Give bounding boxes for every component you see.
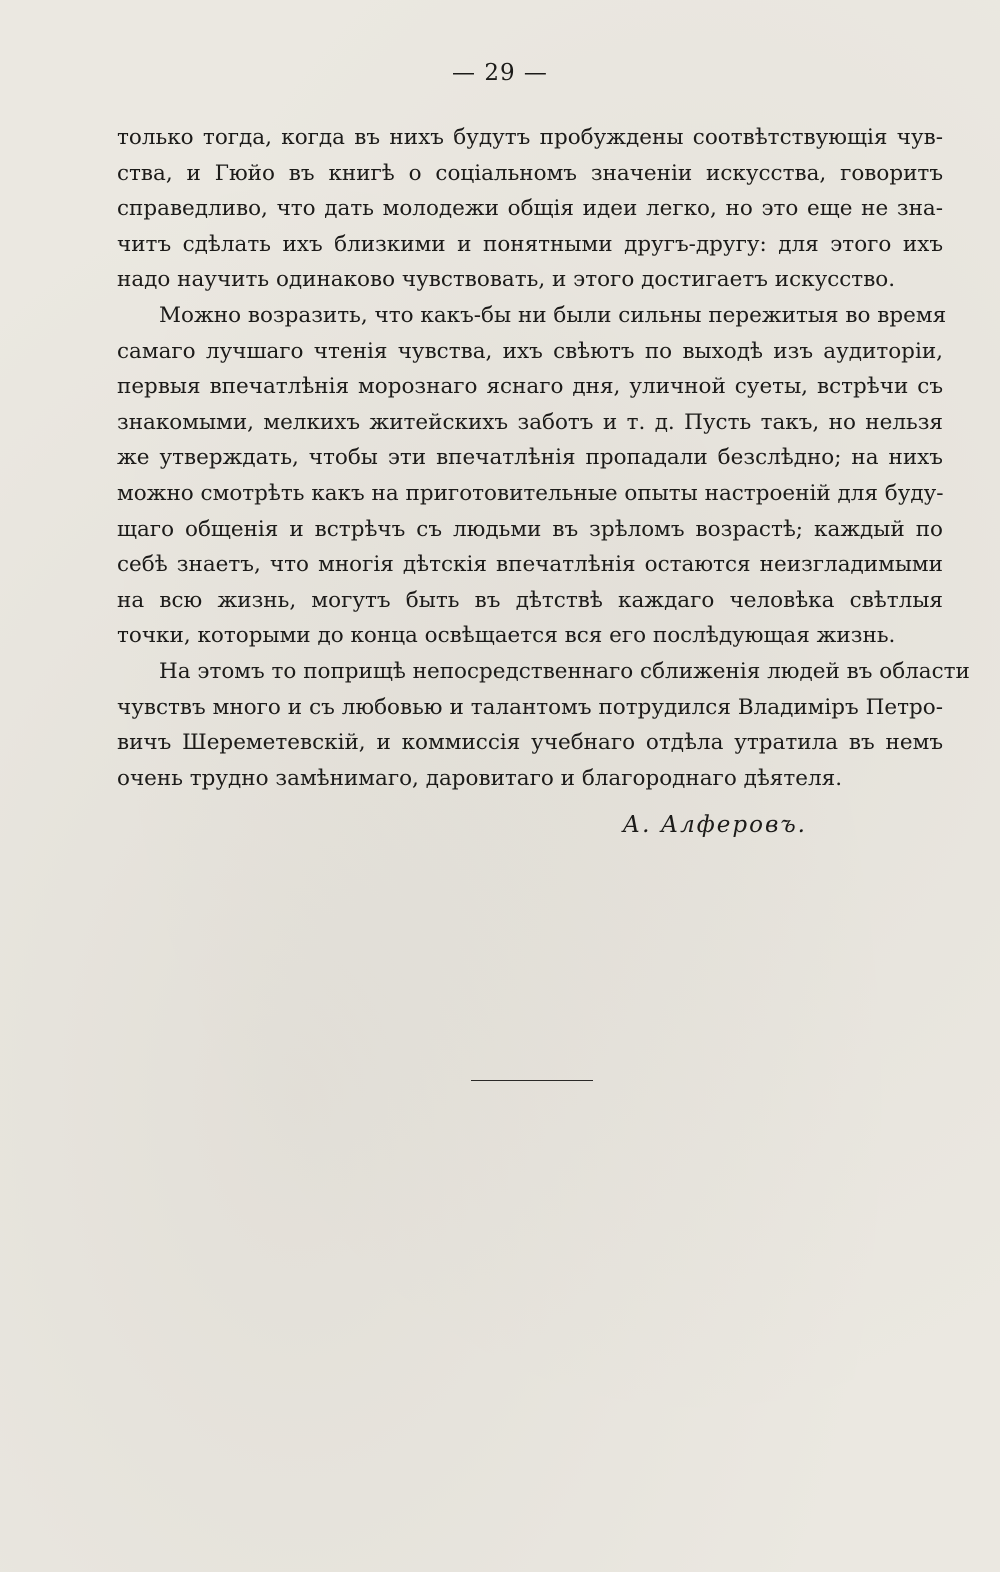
text-line: читъ сдѣлать ихъ близкими и понятными другъ-другу: для этого ихъ [117, 231, 943, 257]
text-line: вичъ Шереметевскій, и коммиссія учебнаго отдѣла утратила въ немъ [117, 730, 943, 756]
text-line: только тогда, когда въ нихъ будутъ пробуждены соотвѣтствующія чув- [117, 125, 943, 150]
paragraph-2 [117, 298, 947, 654]
text-line: надо научить одинаково чувствовать, и этого достигаетъ искусство. [117, 267, 896, 293]
text-line: На этомъ то поприщѣ непосредственнаго сближенія людей въ области [159, 658, 970, 684]
text-line: знакомыми, мелкихъ житейскихъ заботъ и т. д. Пусть такъ, но нельзя [117, 409, 943, 435]
page-number: — 29 — [452, 60, 548, 86]
text-line: можно смотрѣть какъ на приготовительные опыты настроеній для буду- [117, 480, 944, 506]
body-text [117, 120, 970, 796]
text-line: очень трудно замѣнимаго, даровитаго и благороднаго дѣятеля. [117, 765, 843, 791]
paragraph-1 [117, 120, 943, 298]
text-line: Можно возразить, что какъ-бы ни были сильны пережитыя во время [159, 302, 947, 328]
text-line: чувствъ много и съ любовью и талантомъ потрудился Владиміръ Петро- [117, 694, 943, 720]
text-line: справедливо, что дать молодежи общія идеи легко, но это еще не зна- [117, 196, 943, 222]
paragraph-3 [117, 654, 970, 796]
text-line: самаго лучшаго чтенія чувства, ихъ свѣютъ по выходѣ изъ аудиторіи, [117, 338, 943, 364]
text-line: ства, и Гюйо въ книгѣ о соціальномъ значеніи искусства, говоритъ [117, 160, 943, 186]
text-line: на всю жизнь, могутъ быть въ дѣтствѣ каждаго человѣка свѣтлыя [117, 587, 943, 613]
text-line: же утверждать, чтобы эти впечатлѣнія пропадали безслѣдно; на нихъ [117, 445, 943, 471]
section-divider [471, 1080, 593, 1081]
author-signature: А. Алферовъ. [622, 812, 807, 838]
text-line: точки, которыми до конца освѣщается вся его послѣдующая жизнь. [117, 623, 896, 649]
text-line: щаго общенія и встрѣчъ съ людьми въ зрѣломъ возрастѣ; каждый по [117, 516, 943, 542]
text-line: первыя впечатлѣнія морознаго яснаго дня, уличной суеты, встрѣчи съ [117, 374, 943, 400]
text-line: себѣ знаетъ, что многія дѣтскія впечатлѣнія остаются неизгладимыми [117, 552, 943, 578]
